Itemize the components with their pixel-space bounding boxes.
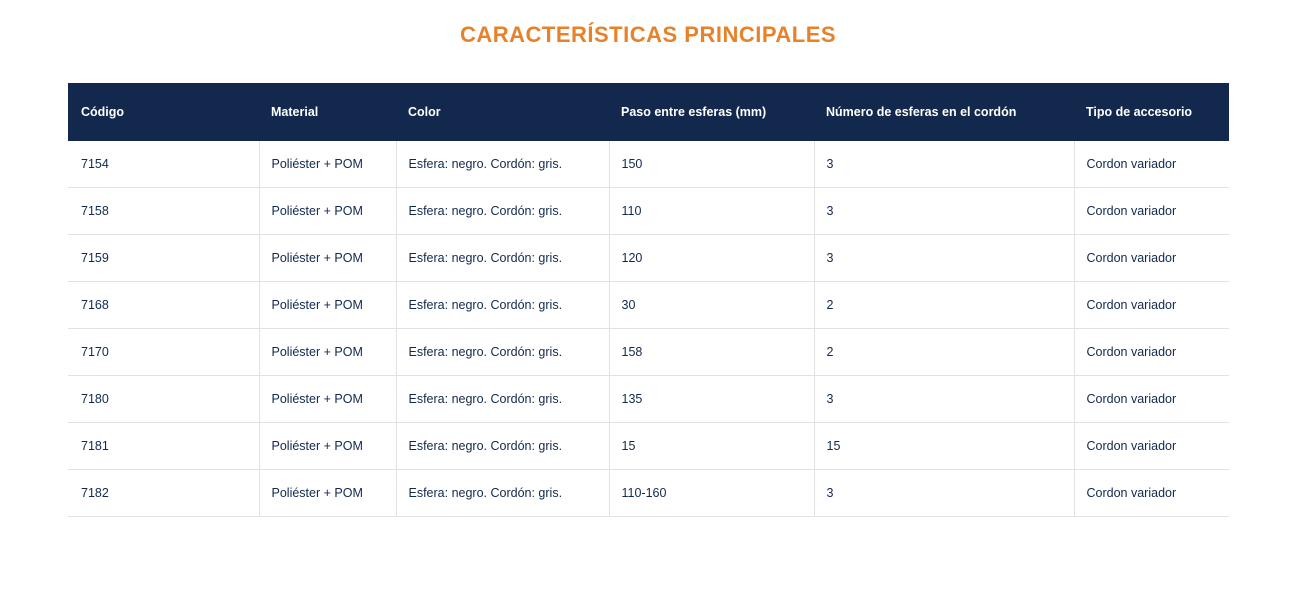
cell-material: Poliéster + POM <box>259 423 396 470</box>
cell-numero-esferas: 3 <box>814 188 1074 235</box>
cell-numero-esferas: 3 <box>814 470 1074 517</box>
cell-paso: 30 <box>609 282 814 329</box>
cell-codigo: 7158 <box>68 188 259 235</box>
cell-numero-esferas: 2 <box>814 329 1074 376</box>
cell-color: Esfera: negro. Cordón: gris. <box>396 235 609 282</box>
column-header-material: Material <box>259 83 396 141</box>
cell-numero-esferas: 3 <box>814 141 1074 188</box>
table-row <box>68 329 1229 376</box>
cell-paso: 158 <box>609 329 814 376</box>
cell-material: Poliéster + POM <box>259 282 396 329</box>
cell-color: Esfera: negro. Cordón: gris. <box>396 188 609 235</box>
cell-codigo: 7180 <box>68 376 259 423</box>
cell-color: Esfera: negro. Cordón: gris. <box>396 470 609 517</box>
cell-color: Esfera: negro. Cordón: gris. <box>396 423 609 470</box>
cell-tipo-accesorio: Cordon variador <box>1074 235 1229 282</box>
table-row <box>68 282 1229 329</box>
cell-material: Poliéster + POM <box>259 470 396 517</box>
cell-material: Poliéster + POM <box>259 188 396 235</box>
cell-codigo: 7181 <box>68 423 259 470</box>
cell-tipo-accesorio: Cordon variador <box>1074 329 1229 376</box>
cell-paso: 15 <box>609 423 814 470</box>
cell-tipo-accesorio: Cordon variador <box>1074 470 1229 517</box>
table-header <box>68 83 1229 141</box>
page-title: CARACTERÍSTICAS PRINCIPALES <box>459 22 837 47</box>
column-header-paso-entre-esferas: Paso entre esferas (mm) <box>609 83 814 141</box>
table-row <box>68 470 1229 517</box>
cell-tipo-accesorio: Cordon variador <box>1074 141 1229 188</box>
column-header-codigo: Código <box>68 83 259 141</box>
cell-tipo-accesorio: Cordon variador <box>1074 376 1229 423</box>
cell-codigo: 7154 <box>68 141 259 188</box>
cell-paso: 150 <box>609 141 814 188</box>
cell-paso: 110 <box>609 188 814 235</box>
cell-paso: 135 <box>609 376 814 423</box>
cell-paso: 110-160 <box>609 470 814 517</box>
cell-material: Poliéster + POM <box>259 235 396 282</box>
cell-tipo-accesorio: Cordon variador <box>1074 423 1229 470</box>
cell-material: Poliéster + POM <box>259 141 396 188</box>
cell-tipo-accesorio: Cordon variador <box>1074 282 1229 329</box>
cell-codigo: 7182 <box>68 470 259 517</box>
cell-codigo: 7159 <box>68 235 259 282</box>
cell-codigo: 7168 <box>68 282 259 329</box>
features-table-container <box>68 83 1229 517</box>
cell-paso: 120 <box>609 235 814 282</box>
cell-tipo-accesorio: Cordon variador <box>1074 188 1229 235</box>
table-row <box>68 376 1229 423</box>
table-row <box>68 423 1229 470</box>
cell-numero-esferas: 3 <box>814 235 1074 282</box>
cell-color: Esfera: negro. Cordón: gris. <box>396 141 609 188</box>
cell-color: Esfera: negro. Cordón: gris. <box>396 282 609 329</box>
table-row <box>68 141 1229 188</box>
features-table <box>68 83 1229 517</box>
cell-material: Poliéster + POM <box>259 329 396 376</box>
cell-numero-esferas: 2 <box>814 282 1074 329</box>
cell-numero-esferas: 3 <box>814 376 1074 423</box>
table-row <box>68 235 1229 282</box>
cell-codigo: 7170 <box>68 329 259 376</box>
column-header-color: Color <box>396 83 609 141</box>
cell-numero-esferas: 15 <box>814 423 1074 470</box>
cell-color: Esfera: negro. Cordón: gris. <box>396 376 609 423</box>
table-body <box>68 141 1229 517</box>
table-row <box>68 188 1229 235</box>
cell-color: Esfera: negro. Cordón: gris. <box>396 329 609 376</box>
table-header-row <box>68 83 1229 141</box>
column-header-tipo-de-accesorio: Tipo de accesorio <box>1074 83 1229 141</box>
column-header-numero-de-esferas: Número de esferas en el cordón <box>814 83 1074 141</box>
cell-material: Poliéster + POM <box>259 376 396 423</box>
